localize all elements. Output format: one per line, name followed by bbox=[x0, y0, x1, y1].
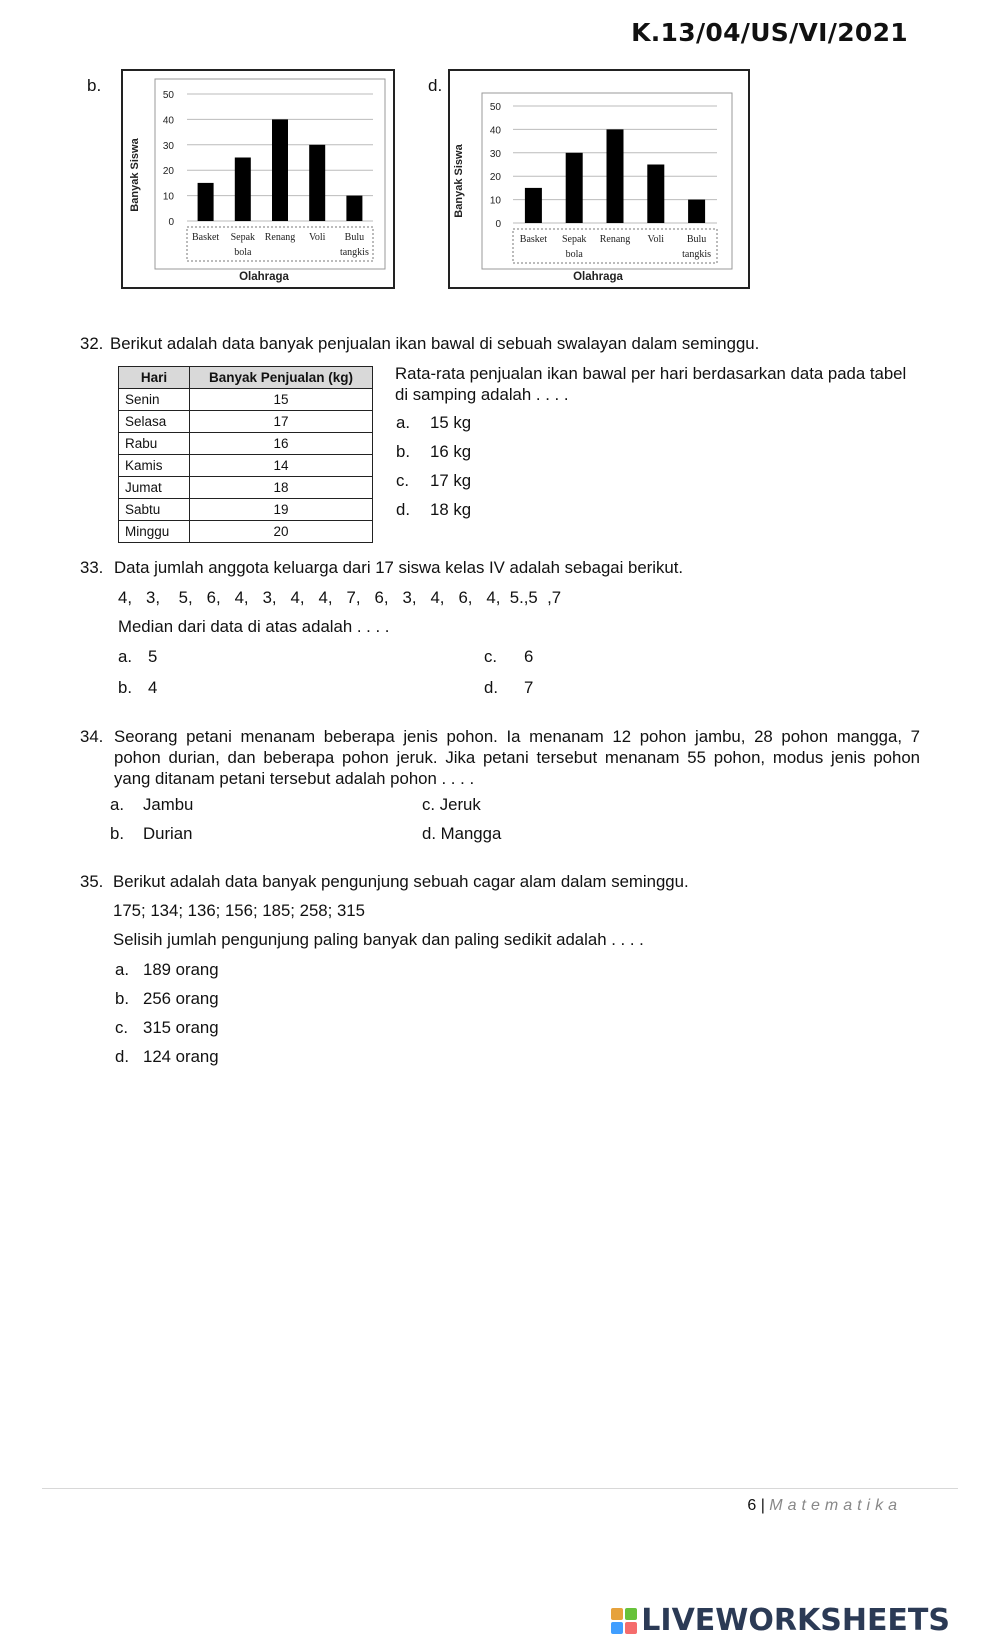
chart-d-svg bbox=[450, 71, 748, 287]
option-b-letter[interactable]: b. bbox=[396, 442, 410, 461]
y-axis-title: Banyak Siswa bbox=[453, 144, 465, 218]
footer-separator: | bbox=[760, 1497, 765, 1514]
x-tick-label: bola bbox=[234, 247, 252, 258]
table-row bbox=[119, 433, 373, 455]
question-prompt: Median dari data di atas adalah . . . . bbox=[118, 617, 390, 636]
chart-b-svg bbox=[123, 71, 393, 287]
question-line-1: Seorang petani menanam beberapa jenis pohon. Ia menanam 12 pohon jambu, 28 pohon mangga, 7 bbox=[114, 727, 920, 746]
table-cell-sales: 18 bbox=[190, 477, 373, 499]
option-a-text[interactable]: 5 bbox=[148, 647, 158, 666]
option-a-text[interactable]: 15 kg bbox=[430, 413, 472, 432]
option-a-letter[interactable]: a. bbox=[396, 413, 410, 432]
option-a-letter[interactable]: a. bbox=[118, 647, 132, 666]
x-tick-label: Sepak bbox=[561, 234, 587, 245]
question-text: Berikut adalah data banyak penjualan ikan bawal di sebuah swalayan dalam seminggu. bbox=[110, 334, 760, 353]
table-cell-day: Rabu bbox=[119, 433, 190, 455]
x-tick-label: Renang bbox=[264, 232, 296, 243]
bar-basket bbox=[525, 188, 542, 223]
table-row bbox=[119, 411, 373, 433]
x-tick-label: bola bbox=[565, 249, 583, 260]
table-cell-day: Jumat bbox=[119, 477, 190, 499]
subject-name: Matematika bbox=[769, 1497, 902, 1514]
option-b-text[interactable]: 256 orang bbox=[143, 989, 219, 1008]
x-tick-label: Basket bbox=[191, 232, 220, 243]
table-row bbox=[119, 477, 373, 499]
bar-renang bbox=[272, 119, 288, 221]
option-c-text[interactable]: 6 bbox=[524, 647, 534, 666]
option-d-text[interactable]: 18 kg bbox=[430, 500, 472, 519]
bar-renang bbox=[607, 129, 624, 223]
x-tick-label: Bulu bbox=[344, 232, 365, 243]
x-tick-label: Voli bbox=[308, 232, 326, 243]
option-c-letter[interactable]: c. bbox=[396, 471, 410, 490]
bar-sepak-bola bbox=[235, 158, 251, 222]
sales-table bbox=[118, 366, 373, 543]
table-row bbox=[119, 389, 373, 411]
option-d-letter[interactable]: d. bbox=[396, 500, 410, 519]
option-d-text[interactable]: 7 bbox=[524, 678, 534, 697]
prompt-line-1: Rata-rata penjualan ikan bawal per hari berdasarkan data pada tabel bbox=[395, 364, 907, 383]
question-32-options bbox=[396, 412, 596, 532]
bar-sepak-bola bbox=[566, 153, 583, 223]
table-cell-sales: 20 bbox=[190, 521, 373, 543]
option-c-text[interactable]: 315 orang bbox=[143, 1018, 219, 1037]
y-tick-label: 0 bbox=[168, 217, 174, 228]
y-tick-label: 10 bbox=[162, 191, 174, 203]
bar-bulu-tangkis bbox=[688, 200, 705, 223]
option-b-text[interactable]: Durian bbox=[143, 824, 193, 843]
option-d[interactable]: d. Mangga bbox=[422, 824, 502, 843]
y-tick-label: 30 bbox=[162, 140, 174, 152]
table-cell-sales: 19 bbox=[190, 499, 373, 521]
x-tick-label: tangkis bbox=[682, 249, 712, 260]
chart-b-option-label: b. bbox=[87, 76, 102, 95]
option-a-letter[interactable]: a. bbox=[115, 960, 129, 979]
document-code: K.13/04/US/VI/2021 bbox=[631, 18, 908, 47]
table-cell-sales: 16 bbox=[190, 433, 373, 455]
question-text: Berikut adalah data banyak pengunjung sebuah cagar alam dalam seminggu. bbox=[113, 872, 689, 891]
question-number: 34. bbox=[80, 727, 104, 746]
question-33 bbox=[80, 557, 940, 707]
table-header-day: Hari bbox=[119, 367, 190, 389]
option-d-text[interactable]: 124 orang bbox=[143, 1047, 219, 1066]
y-tick-label: 20 bbox=[489, 172, 501, 184]
bar-bulu-tangkis bbox=[346, 196, 362, 221]
liveworksheets-logo-icon bbox=[611, 1608, 637, 1634]
question-number: 32. bbox=[80, 334, 104, 353]
question-prompt: Selisih jumlah pengunjung paling banyak dan paling sedikit adalah . . . . bbox=[113, 930, 644, 949]
liveworksheets-brand[interactable] bbox=[611, 1603, 950, 1638]
x-tick-label: Sepak bbox=[230, 232, 256, 243]
table-header-row bbox=[119, 367, 373, 389]
y-tick-label: 10 bbox=[489, 195, 501, 207]
table-cell-day: Senin bbox=[119, 389, 190, 411]
question-number: 35. bbox=[80, 872, 104, 891]
table-cell-day: Selasa bbox=[119, 411, 190, 433]
logo-tile-1 bbox=[611, 1608, 623, 1620]
page-number: 6 bbox=[747, 1497, 757, 1514]
option-d-letter[interactable]: d. bbox=[484, 678, 498, 697]
y-tick-label: 40 bbox=[489, 125, 501, 137]
option-a-text[interactable]: Jambu bbox=[143, 795, 194, 814]
x-tick-label: Basket bbox=[519, 234, 548, 245]
question-line-3: yang ditanam petani tersebut adalah pohon . . . . bbox=[114, 769, 475, 788]
y-tick-label: 40 bbox=[162, 115, 174, 127]
table-cell-day: Minggu bbox=[119, 521, 190, 543]
x-tick-label: Bulu bbox=[686, 234, 707, 245]
table-row bbox=[119, 521, 373, 543]
option-c-text[interactable]: 17 kg bbox=[430, 471, 472, 490]
question-text: Data jumlah anggota keluarga dari 17 siswa kelas IV adalah sebagai berikut. bbox=[114, 558, 684, 577]
table-header-sales: Banyak Penjualan (kg) bbox=[190, 367, 373, 389]
x-tick-label: tangkis bbox=[339, 247, 369, 258]
option-a-text[interactable]: 189 orang bbox=[143, 960, 219, 979]
bar-voli bbox=[647, 165, 664, 224]
bar-voli bbox=[309, 145, 325, 221]
x-tick-label: Renang bbox=[599, 234, 631, 245]
table-cell-sales: 15 bbox=[190, 389, 373, 411]
option-b-text[interactable]: 4 bbox=[148, 678, 158, 697]
option-a-letter[interactable]: a. bbox=[110, 795, 124, 814]
chart-d-option-label: d. bbox=[428, 76, 443, 95]
question-text bbox=[114, 726, 920, 789]
table-row bbox=[119, 455, 373, 477]
option-c[interactable]: c. Jeruk bbox=[422, 795, 481, 814]
y-tick-label: 30 bbox=[489, 148, 501, 160]
y-tick-label: 50 bbox=[489, 102, 501, 113]
question-number: 33. bbox=[80, 558, 104, 577]
option-b-letter[interactable]: b. bbox=[118, 678, 132, 697]
option-c-letter[interactable]: c. bbox=[115, 1018, 129, 1037]
logo-tile-4 bbox=[625, 1622, 637, 1634]
logo-tile-3 bbox=[611, 1622, 623, 1634]
y-tick-label: 50 bbox=[162, 90, 174, 101]
data-values: 4, 3, 5, 6, 4, 3, 4, 4, 7, 6, 3, 4, 6, 4, 5.,5 ,7 bbox=[118, 588, 562, 607]
prompt-line-2: di samping adalah . . . . bbox=[395, 385, 569, 404]
y-tick-label: 0 bbox=[495, 219, 501, 230]
question-32-prompt bbox=[395, 363, 935, 405]
chart-d bbox=[448, 69, 750, 289]
table-row bbox=[119, 499, 373, 521]
option-b-text[interactable]: 16 kg bbox=[430, 442, 472, 461]
option-d-letter[interactable]: d. bbox=[115, 1047, 129, 1066]
x-axis-title: Olahraga bbox=[573, 271, 623, 283]
y-tick-label: 20 bbox=[162, 166, 174, 178]
table-cell-sales: 17 bbox=[190, 411, 373, 433]
brand-text: LIVEWORKSHEETS bbox=[641, 1603, 950, 1638]
option-b-letter[interactable]: b. bbox=[115, 989, 129, 1008]
page-footer bbox=[747, 1497, 902, 1515]
option-b-letter[interactable]: b. bbox=[110, 824, 124, 843]
bar-basket bbox=[198, 183, 214, 221]
table-cell-sales: 14 bbox=[190, 455, 373, 477]
y-axis-title: Banyak Siswa bbox=[129, 138, 141, 212]
table-cell-day: Kamis bbox=[119, 455, 190, 477]
x-axis-title: Olahraga bbox=[239, 271, 289, 283]
data-values: 175; 134; 136; 156; 185; 258; 315 bbox=[113, 901, 365, 920]
question-line-2: pohon durian, dan beberapa pohon jeruk. Jika petani tersebut menanam 55 pohon, modus jenis pohon bbox=[114, 748, 920, 767]
question-35 bbox=[80, 871, 940, 1071]
option-c-letter[interactable]: c. bbox=[484, 647, 498, 666]
footer-divider bbox=[42, 1488, 958, 1489]
logo-tile-2 bbox=[625, 1608, 637, 1620]
chart-b bbox=[121, 69, 395, 289]
question-34 bbox=[80, 726, 940, 851]
x-tick-label: Voli bbox=[647, 234, 665, 245]
table-cell-day: Sabtu bbox=[119, 499, 190, 521]
